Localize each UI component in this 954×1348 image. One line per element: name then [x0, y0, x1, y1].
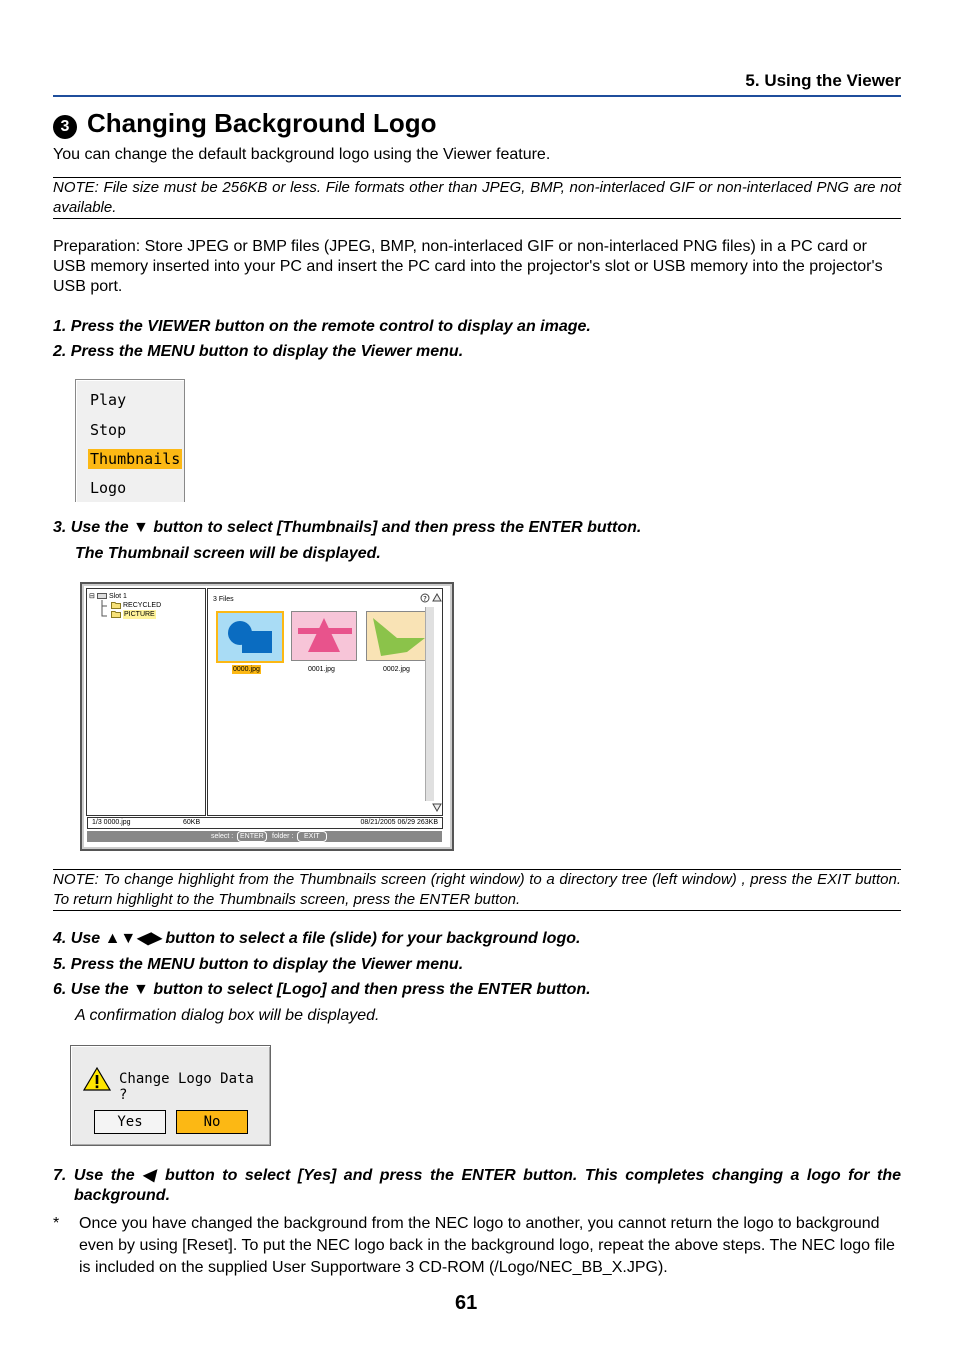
dialog-message: Change Logo Data ? — [119, 1071, 254, 1103]
directory-tree-pane[interactable] — [86, 588, 206, 816]
step-1: 1. Press the VIEWER button on the remote control to display an image. — [53, 318, 591, 335]
step-5: 5. Press the MENU button to display the Viewer menu. — [53, 956, 464, 973]
thumbnail-label-0001[interactable]: 0001.jpg — [308, 666, 335, 673]
intro-text: You can change the default background logo using the Viewer feature. — [53, 146, 551, 163]
section-number-badge: 3 — [53, 115, 77, 139]
note-file-size: NOTE: File size must be 256KB or less. File formats other than JPEG, BMP, non-interlaced GIF or non-interlaced PNG are not available. — [53, 179, 901, 216]
thumbnail-label-0000[interactable]: 0000.jpg — [233, 666, 260, 673]
file-count: 3 Files — [213, 596, 234, 603]
menu-item-play[interactable]: Play — [90, 391, 127, 409]
thumbnail-0000[interactable] — [216, 611, 284, 663]
tree-expand-icon[interactable]: ⊟ — [89, 593, 95, 600]
step-4: 4. Use ▲▼◀▶ button to select a file (slide) for your background logo. — [53, 930, 581, 947]
page-number: 61 — [455, 1292, 478, 1314]
step-2: 2. Press the MENU button to display the Viewer menu. — [53, 343, 464, 360]
help-bar — [87, 831, 442, 842]
yes-button[interactable]: Yes — [94, 1110, 166, 1134]
status-bar — [87, 817, 443, 829]
tree-folder-recycled[interactable]: RECYCLED — [123, 602, 162, 609]
help-folder-label: folder : — [272, 833, 294, 840]
step-6: 6. Use the ▼ button to select [Logo] and then press the ENTER button. — [53, 981, 591, 998]
tree-folder-picture[interactable]: PICTURE — [124, 611, 155, 618]
step-3: 3. Use the ▼ button to select [Thumbnails] and then press the ENTER button. — [53, 519, 642, 536]
step-7: 7. Use the ◀ button to select [Yes] and press the ENTER button. This completes changing a logo for the background. — [53, 1167, 901, 1204]
thumbnail-image — [292, 612, 356, 660]
note-highlight: NOTE: To change highlight from the Thumbnails screen (right window) to a directory tree (left window) , press the EXIT button. To return highlight to the Thumbnails screen, press the ENTER button. — [53, 871, 901, 908]
thumbnail-image — [218, 613, 282, 661]
help-icon[interactable] — [420, 593, 430, 603]
step-6-result: A confirmation dialog box will be displayed. — [75, 1007, 380, 1024]
thumbnail-image — [367, 612, 431, 660]
folder-icon — [111, 610, 121, 618]
section-title — [53, 108, 901, 140]
status-file-size: 60KB — [183, 819, 201, 826]
divider — [53, 218, 901, 219]
thumbnail-0002[interactable] — [366, 611, 432, 661]
help-exit-key: EXIT — [297, 831, 327, 842]
help-enter-key: ENTER — [237, 831, 267, 842]
step-3-result: The Thumbnail screen will be displayed. — [75, 545, 381, 562]
thumbnail-screen — [80, 582, 454, 851]
tree-slot-label[interactable]: Slot 1 — [109, 593, 127, 600]
no-button[interactable]: No — [176, 1110, 248, 1134]
thumbnails-pane — [207, 588, 443, 816]
page-title: Changing Background Logo — [87, 108, 437, 138]
status-file-index: 1/3 0000.jpg — [92, 819, 131, 826]
warning-icon — [83, 1066, 111, 1092]
divider — [53, 910, 901, 911]
footnote-mark: * — [53, 1215, 60, 1232]
thumbnail-0001[interactable] — [291, 611, 357, 661]
confirm-dialog — [70, 1045, 271, 1146]
footnote-text: Once you have changed the background from the NEC logo to another, you cannot return the logo to background even by using [Reset]. To put the NEC logo back in the background logo, repeat the above steps. The NEC logo file is included on the supplied User Supportware 3 CD-ROM (/Logo/NEC_BB_X.JPG). — [79, 1215, 895, 1276]
svg-text:?: ? — [423, 595, 427, 603]
section-header: 5. Using the Viewer — [53, 71, 901, 97]
help-select-label: select : — [211, 833, 234, 840]
scrollbar[interactable] — [425, 607, 434, 801]
viewer-menu — [75, 379, 185, 502]
preparation-text: Preparation: Store JPEG or BMP files (JPEG, BMP, non-interlaced GIF or non-interlaced PNG files) in a PC card or USB memory inserted into your PC and insert the PC card into the projector's slot or USB memory into the projector's USB port. — [53, 238, 883, 295]
status-datetime: 08/21/2005 06/29 263KB — [360, 819, 438, 826]
scroll-up-arrow-icon[interactable] — [432, 593, 442, 602]
menu-item-thumbnails[interactable]: Thumbnails — [90, 450, 181, 468]
menu-item-logo[interactable]: Logo — [90, 479, 127, 497]
folder-icon — [111, 601, 121, 609]
scroll-down-arrow-icon[interactable] — [432, 803, 442, 812]
menu-item-stop[interactable]: Stop — [90, 421, 127, 439]
drive-icon — [97, 592, 107, 600]
thumbnail-label-0002[interactable]: 0002.jpg — [383, 666, 410, 673]
